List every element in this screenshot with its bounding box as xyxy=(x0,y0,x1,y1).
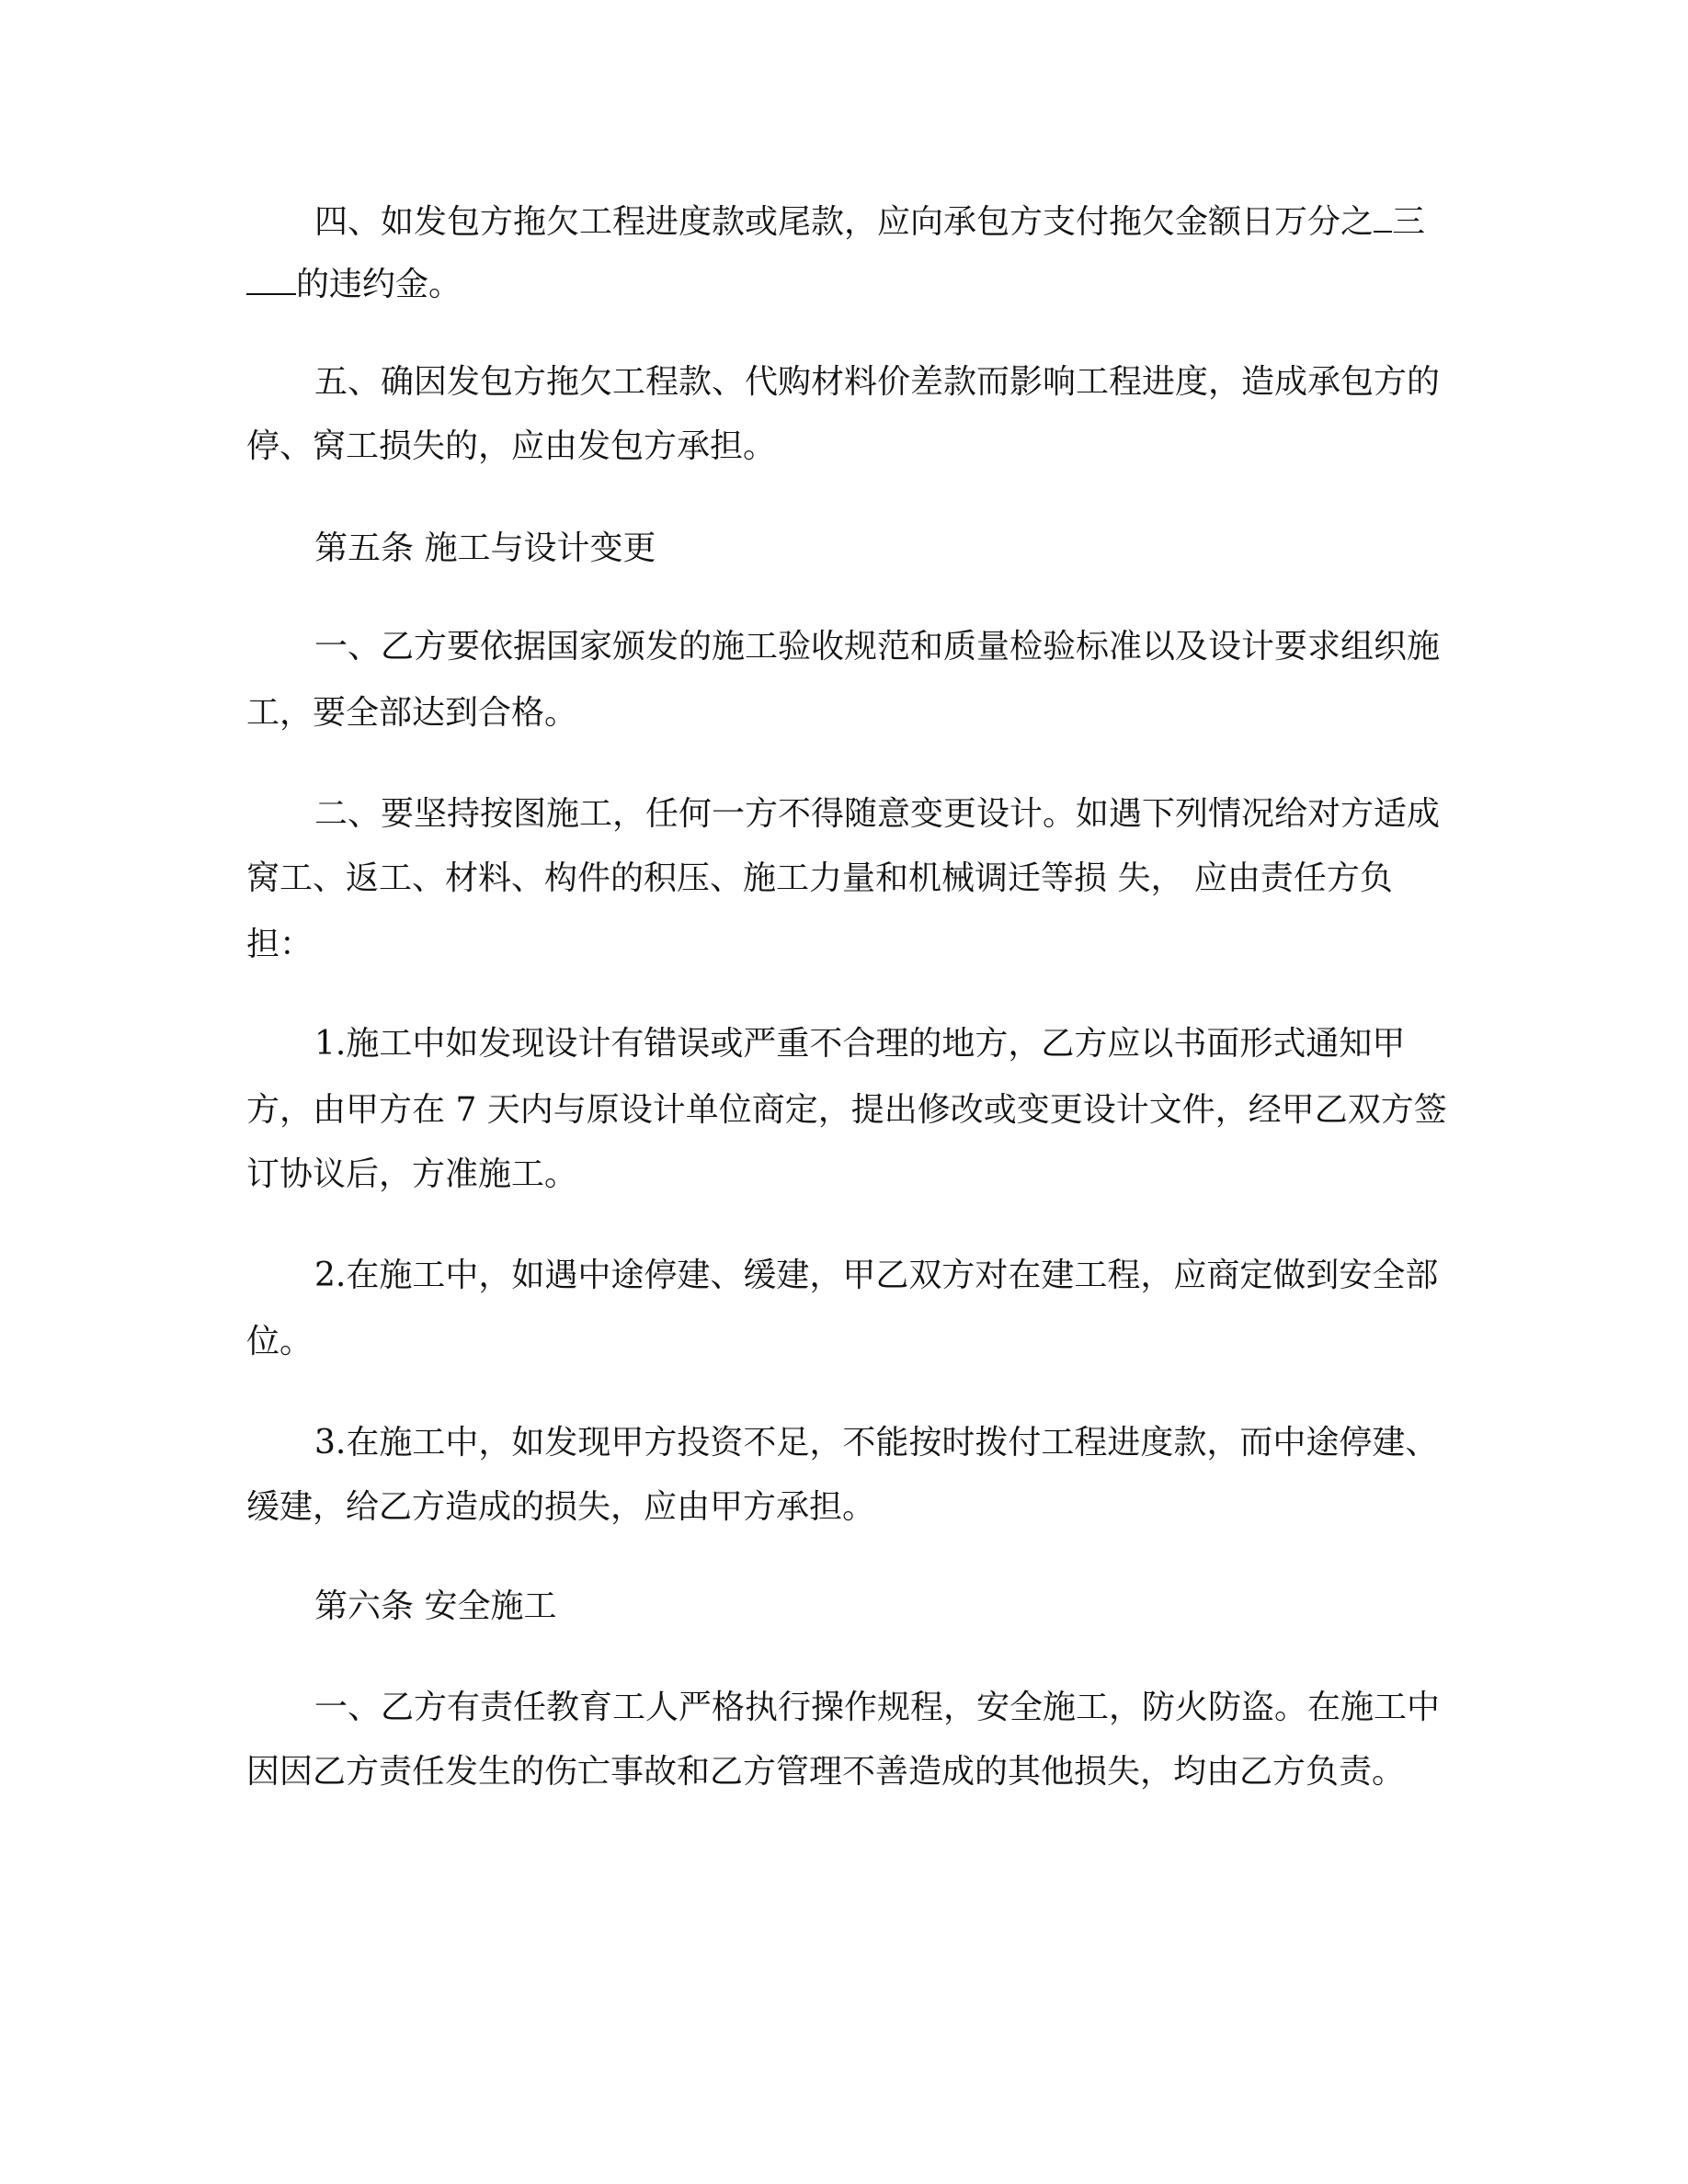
underline-blank xyxy=(246,266,296,295)
clause-4-line-1 xyxy=(314,200,1425,245)
article-5-item-2-line-2: 窝工、返工、材料、构件的积压、施工力量和机械调迁等损 失， 应由责任方负 xyxy=(246,859,1393,897)
article-5-item-2-line-1: 二、要坚持按图施工，任何一方不得随意变更设计。如遇下列情况给对方适成 xyxy=(314,795,1441,833)
sub-item-2-line-1: 2.在施工中，如遇中途停建、缓建，甲乙双方对在建工程，应商定做到安全部 xyxy=(314,1257,1439,1294)
article-6-heading: 第六条 安全施工 xyxy=(314,1587,557,1625)
article-5-item-2-line-3: 担： xyxy=(246,926,314,963)
underline-blank xyxy=(1374,203,1392,233)
clause-5-line-2: 停、窝工损失的，应由发包方承担。 xyxy=(246,427,777,465)
article-5-heading: 第五条 施工与设计变更 xyxy=(314,529,656,567)
sub-item-1-line-2: 方，由甲方在 7 天内与原设计单位商定，提出修改或变更设计文件，经甲乙双方签 xyxy=(246,1091,1447,1129)
sub-item-2-line-2: 位。 xyxy=(246,1323,314,1360)
article-6-item-1-line-1: 一、乙方有责任教育工人严格执行操作规程，安全施工，防火防盗。在施工中 xyxy=(314,1689,1441,1726)
article-5-item-1-line-1: 一、乙方要依据国家颁发的施工验收规范和质量检验标准以及设计要求组织施 xyxy=(314,628,1441,665)
clause-4-fill-value: 三 xyxy=(1392,203,1426,241)
sub-item-1-line-1: 1.施工中如发现设计有错误或严重不合理的地方，乙方应以书面形式通知甲 xyxy=(314,1025,1406,1063)
article-6-item-1-line-2: 因因乙方责任发生的伤亡事故和乙方管理不善造成的其他损失，均由乙方负责。 xyxy=(246,1753,1406,1791)
sub-item-3-line-1: 3.在施工中，如发现甲方投资不足，不能按时拨付工程进度款，而中途停建、 xyxy=(314,1424,1439,1462)
sub-item-3-line-2: 缓建，给乙方造成的损失，应由甲方承担。 xyxy=(246,1488,876,1526)
clause-4-text-end: 的违约金。 xyxy=(296,266,462,303)
clause-5-line-1: 五、确因发包方拖欠工程款、代购材料价差款而影响工程进度，造成承包方的 xyxy=(314,363,1441,401)
sub-item-1-line-3: 订协议后，方准施工。 xyxy=(246,1155,578,1193)
clause-4-line-2 xyxy=(246,263,462,307)
article-5-item-1-line-2: 工，要全部达到合格。 xyxy=(246,694,578,732)
clause-4-text: 四、如发包方拖欠工程进度款或尾款，应向承包方支付拖欠金额日万分之 xyxy=(314,203,1374,241)
